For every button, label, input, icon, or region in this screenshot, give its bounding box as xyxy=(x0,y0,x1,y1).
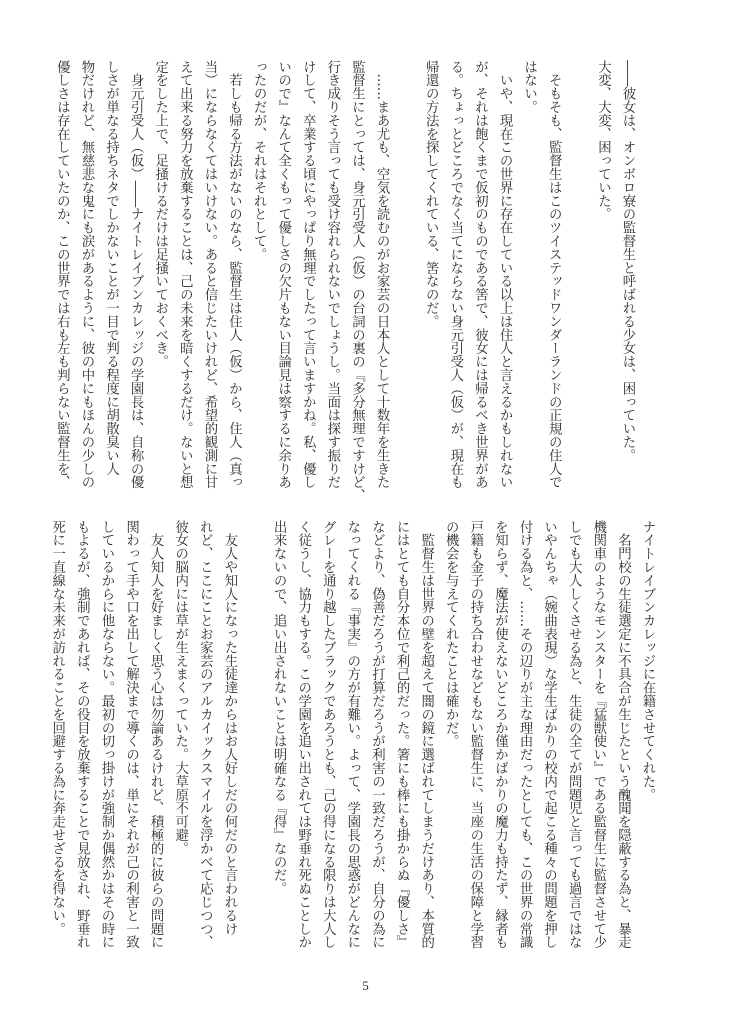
text-line: 関わって手や口を出して解決まで導くのは、単にそれが己の利害と一致 xyxy=(123,520,139,949)
text-block-top xyxy=(49,60,639,503)
text-line: 戸籍も金子の持ち合わせなどもない監督生に、当座の生活の保障と学習 xyxy=(467,520,483,949)
blank-line xyxy=(241,520,266,960)
text-line: しでも大人しくさせる為と、生徒の全てが問題児と言っても過言ではな xyxy=(566,520,582,949)
text-line: なってくれる『事実』の方が有難い。よって、学園長の思惑がどんなに xyxy=(344,520,360,949)
text-line: 当）にならなくてはいけない。あると信じたいけれど、希望的観測に甘 xyxy=(201,60,217,489)
text-line: れど、ここにことお家芸のアルカイックスマイルを浮かべて応じつつ、 xyxy=(197,520,213,949)
text-line: 付ける為と、……その辺りが主な理由だったとしても、この世界の常識 xyxy=(517,520,533,949)
text-block-bottom xyxy=(44,520,659,960)
text-line: いやんちゃ（婉曲表現）な学生ばかりの校内で起こる種々の問題を押し xyxy=(541,520,557,949)
text-line: そもそも、監督生はこのツイステッドワンダーランドの正規の住人で xyxy=(546,60,562,489)
text-line: を知らず、魔法が使えないどころか僅かばかりの魔力も持たず、縁者も xyxy=(492,520,508,949)
text-line: 帰還の方法を探してくれている、筈なのだ。 xyxy=(423,60,439,328)
text-line: 友人や知人になった生徒達からはお人好しだの何だのと言われるけ xyxy=(221,520,237,936)
page-number: 5 xyxy=(362,978,369,993)
text-line: ……まあ尤も、空気を読むのがお家芸の日本人として十数年を生きた xyxy=(374,60,390,489)
text-line: 監督生は世界の壁を超えて闇の鏡に選ばれてしまうだけあり、本質的 xyxy=(418,520,434,949)
text-line: 優しさは存在していたのか、この世界では右も左も判らない監督生を、 xyxy=(54,60,70,489)
text-line: いや、現在この世界に存在している以上は住人と言えるかもしれない xyxy=(497,60,513,489)
text-line: 行き成りそう言っても受け容れられないでしょうし。当面は探す振りだ xyxy=(324,60,340,489)
text-line: 死に一直線な未来が訪れることを回避する為に奔走せざるを得ない。 xyxy=(49,520,65,936)
text-line: 若しも帰る方法がないのなら、監督生は住人（仮）から、住人（真っ xyxy=(226,60,242,489)
text-line: 友人知人を好ましく思う心は勿論あるけれど、積極的に彼らの問題に xyxy=(148,520,164,949)
text-line: にはとても自分本位で利己的だった。箸にも棒にも掛からぬ『優しさ』 xyxy=(394,520,410,949)
text-line: 監督生にとっては、身元引受人（仮）の台詞の裏の『多分無理ですけど、 xyxy=(349,60,365,503)
text-line: が、それは飽くまで仮初のものである筈で、彼女には帰るべき世界があ xyxy=(472,60,488,489)
text-line: く従うし、協力もする。この学園を追い出されては野垂れ死ぬことしか xyxy=(295,520,311,949)
text-line: 身元引受人（仮）――ナイトレイブンカレッジの学園長は、自称の優 xyxy=(128,60,144,489)
text-line: 大変、大変、困っていた。 xyxy=(595,60,611,221)
text-line: もよるが、強制であれば、その役目を放棄することで見放され、野垂れ xyxy=(74,520,90,949)
blank-line xyxy=(393,60,418,500)
text-line: 彼女の脳内には草が生えまくっていた。大草原不可避。 xyxy=(172,520,188,855)
text-line: る。ちょっとどころでなく当てにならない身元引受人（仮）が、現在も xyxy=(447,60,463,489)
text-line: はない。 xyxy=(521,60,537,114)
text-line: ――彼女は、オンボロ寮の監督生と呼ばれる少女は、困っていた。 xyxy=(620,60,635,462)
text-line: グレーを通り越したブラックであろうとも、己の得になる限りは大人し xyxy=(320,520,336,949)
text-line: いので』なんて全くもって優しさの欠片もない目論見は察するに余りあ xyxy=(275,60,291,489)
text-line: 物だけれど、無慈悲な鬼にも涙があるように、彼の中にもほんの少しの xyxy=(78,60,94,489)
text-line: 定をした上で、足掻けるだけは足掻いておくべき。 xyxy=(152,60,168,369)
text-line: 出来ないので、追い出されないことは明確なる『得』なのだ。 xyxy=(271,520,287,896)
blank-line xyxy=(565,60,590,500)
text-line: の機会を与えてくれたことは確かだ。 xyxy=(443,520,459,748)
text-line: 機関車のようなモンスターを『猛獣使い』である監督生に監督させて少 xyxy=(590,520,606,949)
text-line: などより、偽善だろうが打算だろうが利害の一致だろうが、自分の為に xyxy=(369,520,385,949)
text-line: けして、卒業する頃にやっぱり無理でしたって言いますかね。私、優し xyxy=(300,60,316,489)
text-line: ナイトレイブンカレッジに在籍させてくれた。 xyxy=(640,520,655,802)
text-line: しさが単なる持ちネタでしかないことが一目で判る程度に胡散臭い人 xyxy=(103,60,119,476)
text-line: えて出来る努力を放棄することは、己の未来を暗くするだけ。ないと想 xyxy=(177,60,193,489)
text-line: しているからに他ならない。最初の切っ掛けが強制か偶然かはその時に xyxy=(98,520,114,949)
text-line: ったのだが、それはそれとして。 xyxy=(251,60,267,261)
text-line: 名門校の生徒選定に不具合が生じたという醜聞を隠蔽する為と、暴走 xyxy=(615,520,631,949)
